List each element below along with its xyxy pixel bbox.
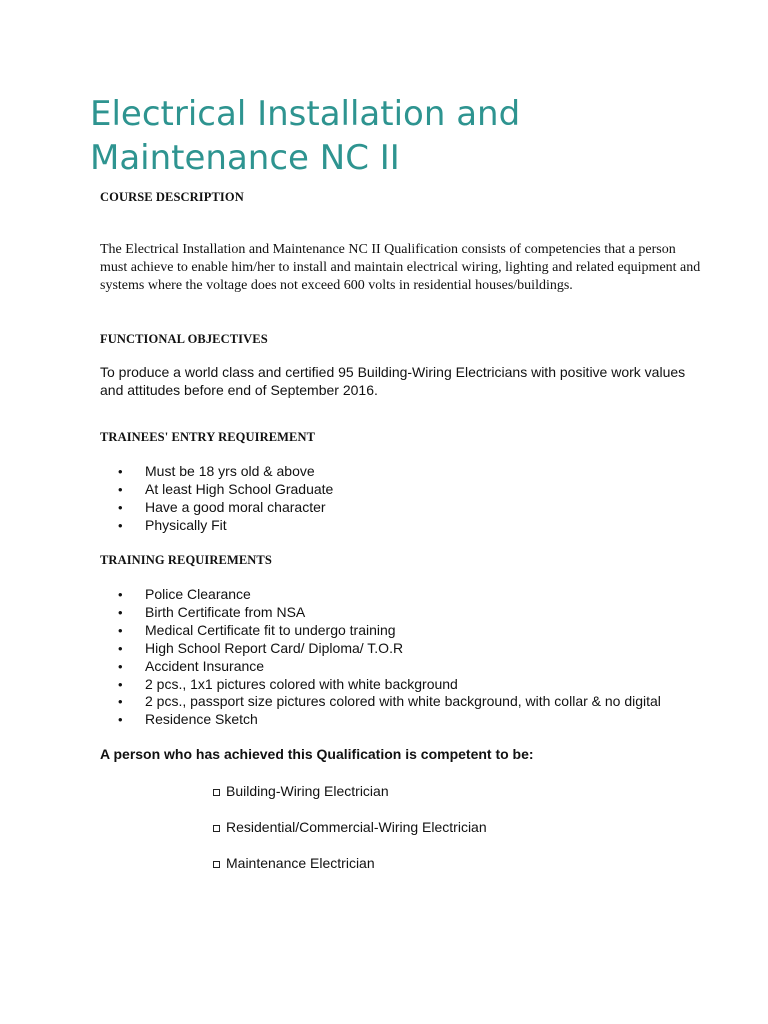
title-line: Electrical Installation and: [90, 94, 521, 134]
entry-requirement-list: [118, 463, 333, 535]
entry-requirement-heading: TRAINEES' ENTRY REQUIREMENT: [100, 430, 316, 444]
bullet-icon: •: [118, 640, 123, 656]
list-item-text: High School Report Card/ Diploma/ T.O.R: [145, 639, 404, 656]
training-requirements-heading: TRAINING REQUIREMENTS: [100, 553, 272, 567]
list-item: [118, 711, 661, 729]
square-bullet-icon: [213, 861, 220, 868]
list-item: [118, 622, 661, 640]
list-item-text: Residence Sketch: [145, 711, 258, 728]
list-item: [118, 481, 333, 499]
list-item: [213, 783, 487, 819]
role-text: Building-Wiring Electrician: [226, 783, 389, 799]
course-description-heading: COURSE DESCRIPTION: [100, 190, 244, 204]
qualification-statement: A person who has achieved this Qualification is competent to be:: [100, 746, 534, 762]
list-item: [213, 855, 487, 891]
list-item-text: Have a good moral character: [145, 498, 326, 515]
course-description-line: must achieve to enable him/her to install and maintain electrical wiring, lighting and related equipment and: [100, 260, 701, 275]
list-item-text: Medical Certificate fit to undergo training: [145, 621, 396, 638]
list-item-text: Must be 18 yrs old & above: [145, 463, 315, 479]
course-description-line: The Electrical Installation and Maintenance NC II Qualification consists of competencies that a person: [100, 242, 676, 257]
bullet-icon: •: [118, 517, 123, 533]
list-item: [118, 499, 333, 517]
list-item: [118, 658, 661, 676]
bullet-icon: •: [118, 658, 123, 674]
bullet-icon: •: [118, 712, 123, 728]
list-item-text: Birth Certificate from NSA: [145, 603, 306, 620]
role-text: Maintenance Electrician: [226, 855, 375, 871]
list-item: [118, 586, 661, 604]
list-item: [118, 604, 661, 622]
list-item: [118, 676, 661, 694]
list-item-text: 2 pcs., passport size pictures colored with white background, with collar & no digital: [145, 693, 661, 710]
functional-objectives-line: To produce a world class and certified 95 Building-Wiring Electricians with positive work values: [100, 364, 686, 380]
bullet-icon: •: [118, 587, 123, 602]
list-item-text: At least High School Graduate: [145, 480, 334, 497]
title-line: Maintenance NC II: [90, 138, 400, 178]
course-description-text: [100, 241, 760, 295]
qualification-roles-list: [213, 783, 487, 891]
bullet-icon: •: [118, 499, 123, 515]
functional-objectives-text: [100, 363, 760, 399]
list-item-text: Physically Fit: [145, 516, 227, 533]
course-description-line: systems where the voltage does not exceed 600 volts in residential houses/buildings.: [100, 278, 573, 293]
list-item: [118, 463, 333, 481]
bullet-icon: •: [118, 481, 123, 497]
training-requirements-list: [118, 586, 661, 729]
square-bullet-icon: [213, 825, 220, 832]
document-title: [90, 92, 730, 180]
list-item-text: Police Clearance: [145, 586, 251, 602]
list-item: [213, 819, 487, 855]
bullet-icon: •: [118, 622, 123, 638]
bullet-icon: •: [118, 694, 123, 710]
list-item-text: 2 pcs., 1x1 pictures colored with white background: [145, 675, 458, 692]
bullet-icon: •: [118, 676, 123, 692]
list-item: [118, 640, 661, 658]
list-item: [118, 517, 333, 535]
functional-objectives-line: and attitudes before end of September 2016.: [100, 382, 378, 398]
bullet-icon: •: [118, 464, 123, 479]
square-bullet-icon: [213, 789, 220, 796]
list-item: [118, 693, 661, 711]
functional-objectives-heading: FUNCTIONAL OBJECTIVES: [100, 332, 268, 346]
bullet-icon: •: [118, 604, 123, 620]
list-item-text: Accident Insurance: [145, 657, 265, 674]
role-text: Residential/Commercial-Wiring Electrician: [226, 819, 487, 835]
